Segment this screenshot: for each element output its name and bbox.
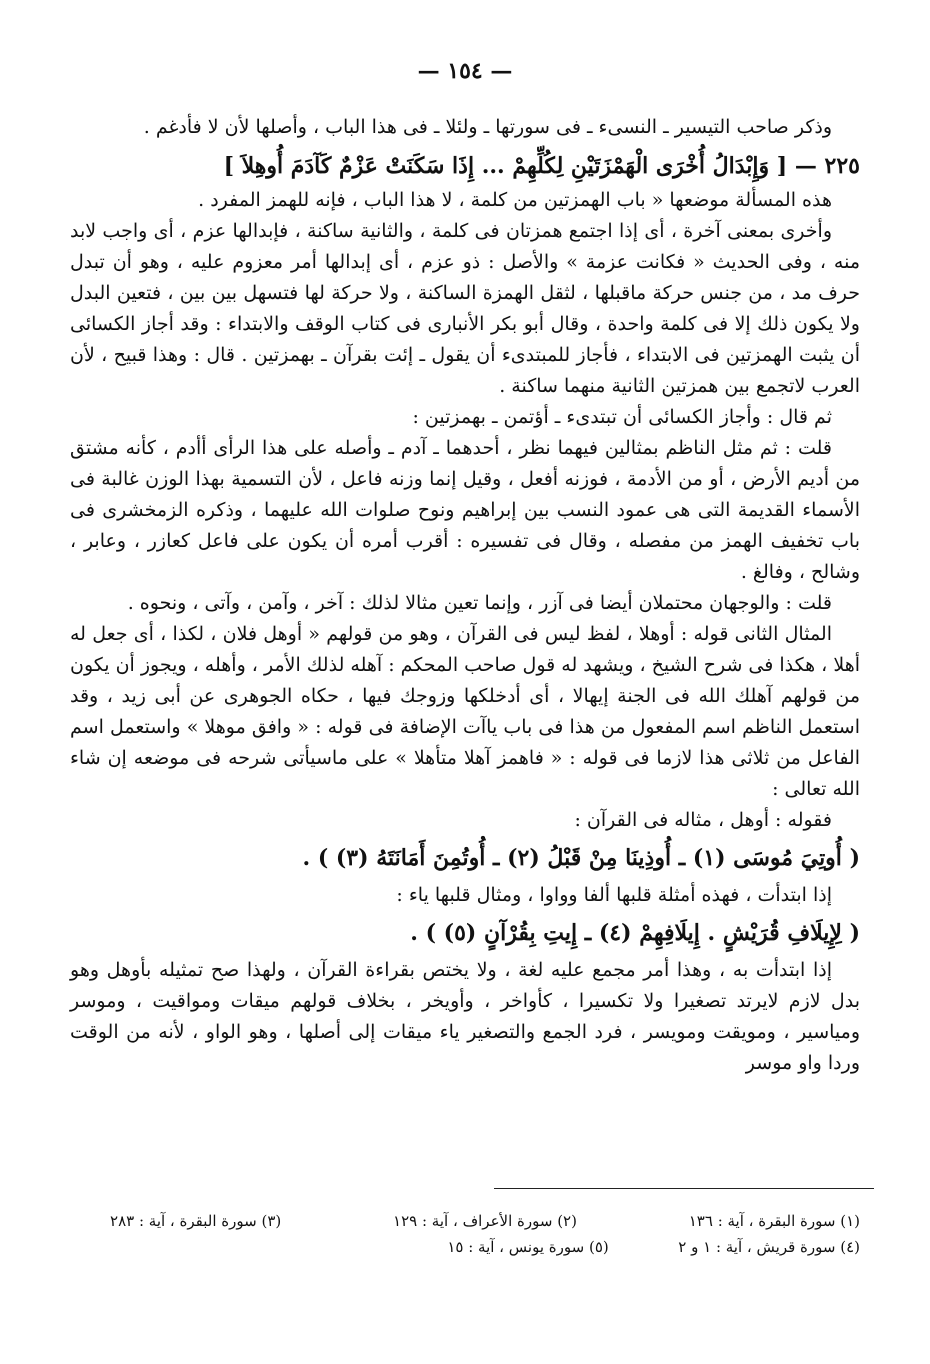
paragraph: قلت : ثم مثل الناظم بمثالين فيهما نظر ، أحدهما ـ آدم ـ وأصله على هذا الرأى أأدم ، كأنه مشتق من أديم الأرض ، أو من الأدمة ، فوزنه أفعل ، وقيل إنما وزنه فاعل ، لأن التسمية بهذا الوزن غالبة فى الأسماء القديمة التى هى عمود النسب بين إبراهيم ونوح صلوات الله عليهما ، وذكره الزمخشرى فى باب تخفيف الهمز من مفصله ، وقال فى تفسيره : أقرب أمره أن يكون على فاعل كعازر ، وعابر ، وشالح ، وفالغ . [70,437,860,583]
poem-verse: ٢٢٥ — [ وَإِبْدَالُ أُخْرَى الْهَمْزَتَيْنِ لِكُلِّهِمْ ... إِذَا سَكَنَتْ عَزْمٌ كَآدَمَ أُوهِلاَ ] [223,153,860,179]
paragraph: وذكر صاحب التيسير ـ النسىء ـ فى سورتها ـ ولئلا ـ فى هذا الباب ، وأصلها لأن لا فأدغم . [143,116,832,138]
footnotes [110,1208,860,1260]
footnote-divider [494,1188,874,1189]
footnote-row [110,1234,860,1260]
paragraph: إذا ابتدأت به ، وهذا أمر مجمع عليه لغة ، ولا يختص بقراءة القرآن ، ولهذا صح تمثيله بأوهل وهو بدل لازم لايرتد تصغيرا ولا تكسيرا ، كأواخر ، وأويخر ، بخلاف قولهم ميقات ومواقيت ، وموسر ومياسير ، ومويقت ومويسر ، فرد الجمع والتصغير ياء ميقات إلى أصلها ، وهو الواو ، لأنه من الوقت وردا واو موسر [70,959,860,1074]
paragraph: إذا ابتدأت ، فهذه أمثلة قلبها ألفا وواوا ، ومثال قلبها ياء : [396,884,832,906]
quran-quote: ( أُوتِيَ مُوسَى (١) ـ أُوذِينَا مِنْ قَبْلُ (٢) ـ أُوتُمِنَ أَمَانَتَهُ (٣) ) . [302,845,860,871]
footnote: (٥) سورة يونس ، آية : ١٥ [447,1238,609,1256]
footnote: (٤) سورة قريش ، آية : ١ و ٢ [678,1238,860,1256]
paragraph: هذه المسألة موضعها « باب الهمزتين من كلمة ، لا هذا الباب ، فإنه للهمز المفرد . [198,189,832,211]
footnote-row [110,1208,860,1234]
paragraph: المثال الثانى قوله : أوهلا ، لفظ ليس فى القرآن ، وهو من قولهم « أوهل فلان ، لكذا ، أى جعل له أهلا ، هكذا فى شرح الشيخ ، ويشهد له قول صاحب المحكم : آهله لذلك الأمر ، وأهله ، ويجوز أن يكون من قولهم آهلك الله فى الجنة إيهالا ، أى أدخلكها وزوجك فيها ، حكاه الجوهرى عن أبى زيد ، وقد استعمل الناظم اسم المفعول من هذا فى باب ياآت الإضافة فى قوله : « وافق موهلا » واستعمل اسم الفاعل من ثلاثى هذا لازما فى قوله : « فاهمز آهلا متأهلا » على ماسيأتى شرحه فى موضعه إن شاء الله تعالى : [70,623,860,800]
page-body [70,112,860,1079]
paragraph: ثم قال : وأجاز الكسائى أن تبتدىء ـ أؤتمن ـ بهمزتين : [412,406,832,428]
footnote: (١) سورة البقرة ، آية : ١٣٦ [688,1212,860,1230]
paragraph: قلت : والوجهان محتملان أيضا فى آزر ، وإنما تعين مثالا لذلك : آخر ، وآمن ، وآتى ، ونحوه . [127,592,832,614]
paragraph: وأخرى بمعنى آخرة ، أى إذا اجتمع همزتان فى كلمة ، والثانية ساكنة ، فإبدالها عزم ، أى واجب لابد منه ، وفى الحديث « فكانت عزمة » والأصل : ذو عزم ، أى إبدالها أمر معزوم عليه ، وهو أن تبدل حرف مد ، من جنس حركة ماقبلها ، لثقل الهمزة الساكنة ، ولا حركة لها فتسهل بين بين ، فتعين البدل ولا يكون ذلك إلا فى كلمة واحدة ، وقال أبو بكر الأنبارى فى كتاب الوقف والابتداء : وقد أجاز الكسائى أن يثبت الهمزتين فى الابتداء ، فأجاز للمبتدىء أن يقول ـ إئت بقرآن ـ بهمزتين . قال : وهذا قبيح ، لأن العرب لاتجمع بين همزتين الثانية منهما ساكنة . [70,220,860,397]
footnote [110,1234,358,1260]
paragraph: فقوله : أوهل ، مثاله فى القرآن : [574,809,832,831]
page-number: — ١٥٤ — [417,58,513,84]
quran-quote: ( لِإِيلَافِ قُرَيْشٍ . إِيلَافِهِمْ (٤) ـ إِيتِ بِقُرْآنٍ (٥) ) . [410,920,860,946]
footnote: (٢) سورة الأعراف ، آية : ١٢٩ [393,1212,577,1230]
footnote: (٣) سورة البقرة ، آية : ٢٨٣ [110,1212,282,1230]
